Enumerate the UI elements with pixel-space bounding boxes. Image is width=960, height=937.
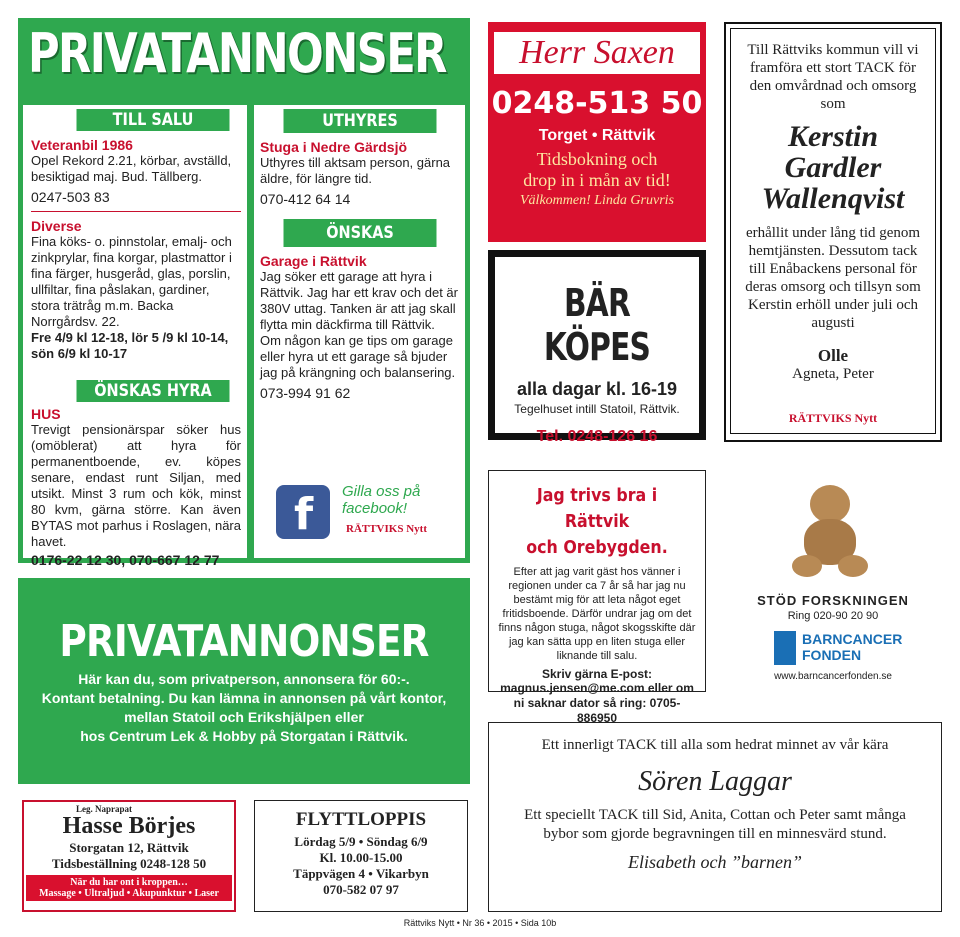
ad-address: Storgatan 12, Rättvik: [69, 840, 189, 855]
name-line: Wallenqvist: [761, 182, 905, 215]
promo-line: hos Centrum Lek & Hobby på Storgatan i Rättvik.: [80, 728, 408, 744]
ad-title: BÄR KÖPES: [543, 281, 651, 369]
column-right: [253, 104, 466, 559]
promo-line: Här kan du, som privatperson, annonsera för 60:-.: [78, 671, 410, 687]
ad-body: Uthyres till aktsam person, gärna äldre, för längre tid.: [260, 155, 451, 186]
promo-line: mellan Statoil och Erikshjälpen eller: [124, 709, 364, 725]
uthyres-heading: UTHYRES: [283, 109, 436, 133]
ad-title: FLYTTLOPPIS: [295, 809, 427, 830]
hasse-borjes-ad: [22, 800, 236, 912]
ad-phone: Tidsbeställning 0248-128 50: [51, 856, 207, 871]
email-label: Skriv gärna E-post:: [541, 667, 653, 681]
ad-times: Fre 4/9 kl 12-18, lör 5 /9 kl 10-14, sön 6/9 kl 10-17: [31, 330, 229, 361]
promo-title: PRIVATANNONSER: [59, 616, 429, 667]
masthead-title: PRIVATANNONSER: [28, 22, 446, 85]
bar-kopes-ad: [488, 250, 706, 445]
flyttloppis-ad: [254, 800, 468, 912]
ad-phone: 070-582 07 97: [323, 882, 399, 897]
text-line: drop in i mån av tid!: [523, 170, 671, 190]
ad-phone: 073-994 91 62: [260, 385, 351, 401]
laggar-ad: [488, 722, 942, 912]
barncancer-url[interactable]: www.barncancerfonden.se: [774, 671, 892, 682]
brand-logo: RÄTTVIKS Nytt: [346, 523, 427, 535]
ad-place: Tegelhuset intill Statoil, Rättvik.: [514, 402, 680, 416]
ad-title: och Orebygden.: [526, 537, 668, 558]
phone: 0248-513 50: [491, 86, 703, 121]
ad-title: Jag trivs bra i Rättvik: [536, 485, 658, 532]
ad-body: Jag söker ett garage att hyra i Rättvik. Jag har ett krav och det är 380V uttag. Tanken är att jag skall flytta min däckfirma till Rättvik. Om någon kan ge tips om garage eller hyra ut ett garage så bjuder jag på krängning och balansering.: [260, 269, 458, 380]
teddy-bear-icon: [792, 485, 868, 581]
name-line: Sören Laggar: [638, 766, 792, 797]
ad-title: Stuga i Nedre Gärdsjö: [260, 139, 408, 155]
promo-line: Kontant betalning. Du kan lämna in annonsen på vårt kontor,: [41, 690, 447, 706]
ad-phone: 0247-503 83: [31, 189, 110, 205]
ad-phone: 0176-22 12 30, 070-667 12 77: [31, 552, 220, 568]
ad-body: Trevigt pensionärspar söker hus (omöblerat) att hyra för permanentboende, ev. köpes senare, endast runt Siljan, med utsikt. Minst 3 rum och kök, minst 80 kvm, gärna större. Kan även BYTAS mot parhus i Roslagen, nära havet.: [31, 422, 241, 549]
barncancer-logo-icon: [774, 631, 796, 665]
orebygden-ad: [488, 470, 706, 725]
ad-time: Kl. 10.00-15.00: [319, 850, 403, 865]
ad-title: Garage i Rättvik: [260, 253, 367, 269]
barncancer-ad: [724, 465, 942, 690]
body-text: erhållit under lång tid genom hemtjänsten. Dessutom tack till Enåbackens personal för deras omsorg och tillsyn som Kerstin erhöll under juli och augusti: [745, 225, 921, 331]
thanks-kommun-ad: [724, 22, 942, 442]
ad-body: Efter att jag varit gäst hos vänner i regionen under ca 7 år så har jag nu bestämt mig för att leta något eget fritidsboende. Därför undrar jag om det finns någon stuga, något skogsskifte där jag kan sätta upp en liten stuga eller liknande till salu.: [498, 566, 696, 662]
barncancer-logo: BARNCANCER FONDEN: [802, 631, 903, 663]
barncancer-phone: Ring 020-90 20 90: [787, 610, 879, 622]
ad-title: HUS: [31, 406, 61, 422]
column-left: [22, 104, 248, 568]
ad-body: Fina köks- o. pinnstolar, emalj- och zinkprylar, fina korgar, plastmattor i fina färger, husgeråd, glas, porslin, ullfiltar, fina påslakan, gardiner, stora trätråg m.m. Backa Norrgårdsv. 22.: [31, 234, 232, 329]
signoff: Välkommen! Linda Gruvris: [520, 193, 674, 208]
signature: Elisabeth och ”barnen”: [628, 852, 802, 872]
facebook-icon[interactable]: f: [276, 485, 330, 539]
address: Torget • Rättvik: [538, 127, 656, 144]
ad-subtitle: Leg. Naprapat: [76, 804, 132, 814]
herr-saxen-ad: [488, 22, 706, 242]
ad-place: Täppvägen 4 • Vikarbyn: [293, 866, 429, 881]
intro-text: Ett innerligt TACK till alla som hedrat minnet av vår kära: [541, 737, 889, 753]
onskas-heading: ÖNSKAS: [283, 219, 436, 247]
body-text: Ett speciellt TACK till Sid, Anita, Cottan och Peter samt många bybor som gjorde begravningen till en minnesvärd stund.: [524, 807, 906, 842]
name-line: Gardler: [784, 151, 882, 184]
ad-body: Opel Rekord 2.21, körbar, avställd, besiktigad maj. Bud. Tällberg.: [31, 153, 232, 184]
ad-phone: 070-412 64 14: [260, 191, 351, 207]
ad-title: Diverse: [31, 218, 82, 234]
privat-promo-ad: [18, 578, 470, 784]
email-text: magnus.jensen@me.com eller om ni saknar dator så ring: 0705-886950: [500, 681, 694, 725]
signature: Olle: [817, 346, 849, 365]
name-line: Kerstin: [787, 120, 879, 153]
intro-text: Till Rättviks kommun vill vi framföra ett stort TACK för den omvårdnad och omsorg som: [747, 42, 919, 112]
ad-title: Hasse Börjes: [62, 813, 196, 839]
brand-logo: RÄTTVIKS Nytt: [788, 411, 878, 425]
till-salu-heading: TILL SALU: [77, 109, 230, 131]
barncancer-heading: STÖD FORSKNINGEN: [757, 593, 909, 608]
page-footer: Rättviks Nytt • Nr 36 • 2015 • Sida 10b: [403, 918, 557, 928]
ad-days: alla dagar kl. 16-19: [516, 379, 678, 399]
ad-title: Veteranbil 1986: [31, 137, 133, 153]
herr-saxen-logo: Herr Saxen: [494, 32, 700, 74]
ad-services: Massage • Ultraljud • Akupunktur • Laser: [39, 888, 219, 899]
facebook-text: Gilla oss på facebook!: [342, 483, 421, 517]
ad-phone: Tel. 0248-126 16: [536, 428, 658, 445]
signature: Agneta, Peter: [792, 366, 874, 382]
onskas-hyra-heading: ÖNSKAS HYRA: [77, 380, 230, 402]
text-line: Tidsbokning och: [536, 149, 658, 169]
ad-tag: När du har ont i kroppen…: [70, 877, 188, 888]
ad-dates: Lördag 5/9 • Söndag 6/9: [294, 834, 428, 849]
